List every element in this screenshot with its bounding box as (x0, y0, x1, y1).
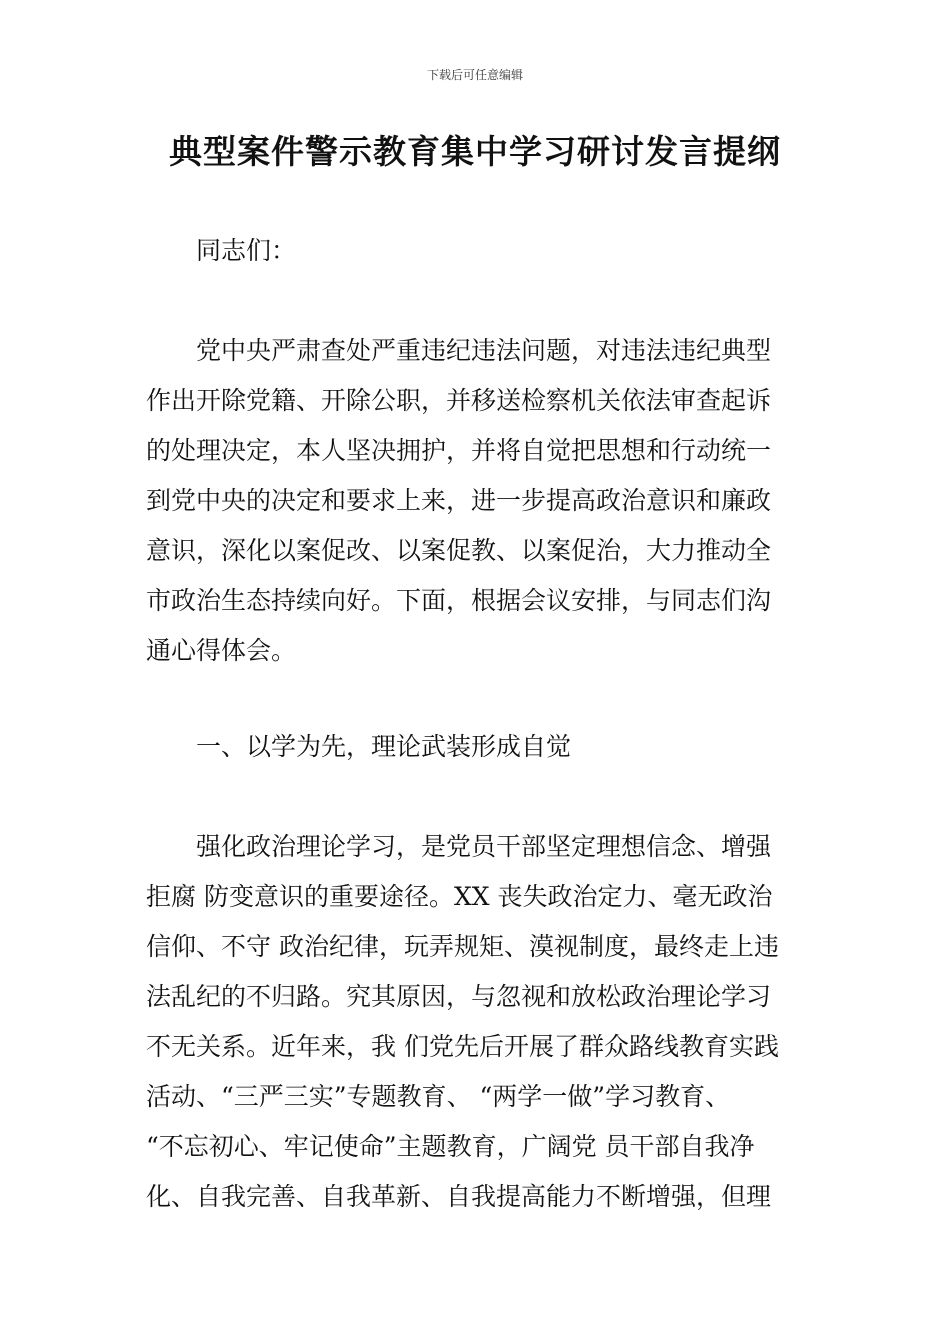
section-1-heading: 一、以学为先，理论武装形成自觉 (196, 732, 572, 761)
paragraph-1-line: 意识，深化以案促改、以案促教、以案促治，大力推动全 (146, 536, 772, 565)
paragraph-1 (146, 326, 808, 676)
paragraph-2-line: 拒腐 防变意识的重要途径。XX 丧失政治定力、毫无政治 (146, 882, 773, 911)
paragraph-1-line: 通心得体会。 (146, 636, 297, 665)
header-note: 下载后可任意编辑 (426, 68, 523, 82)
document-title: 典型案件警示教育集中学习研讨发言提纲 (169, 132, 781, 171)
salutation: 同志们： (196, 236, 297, 265)
paragraph-2-line: 法乱纪的不归路。究其原因，与忽视和放松政治理论学习 (146, 982, 772, 1011)
paragraph-2-line: 不无关系。近年来，我 们党先后开展了群众路线教育实践 (146, 1032, 779, 1061)
paragraph-1-line: 到党中央的决定和要求上来，进一步提高政治意识和廉政 (146, 486, 772, 515)
paragraph-2-line: 信仰、不守 政治纪律，玩弄规矩、漠视制度，最终走上违 (146, 932, 779, 961)
paragraph-2 (146, 822, 808, 1222)
paragraph-1-line: 市政治生态持续向好。下面，根据会议安排，与同志们沟 (146, 586, 772, 615)
paragraph-1-line: 的处理决定，本人坚决拥护，并将自觉把思想和行动统一 (146, 436, 772, 465)
paragraph-2-line: “不忘初心、牢记使命”主题教育，广阔党 员干部自我净 (146, 1132, 755, 1161)
paragraph-1-line: 作出开除党籍、开除公职，并移送检察机关依法审查起诉 (146, 386, 772, 415)
paragraph-1-line: 党中央严肃查处严重违纪违法问题，对违法违纪典型 (146, 336, 772, 365)
paragraph-2-line: 强化政治理论学习，是党员干部坚定理想信念、增强 (146, 832, 772, 861)
paragraph-2-line: 活动、“三严三实”专题教育、 “两学一做”学习教育、 (146, 1082, 731, 1111)
paragraph-2-line: 化、自我完善、自我革新、自我提高能力不断增强，但理 (146, 1182, 772, 1211)
